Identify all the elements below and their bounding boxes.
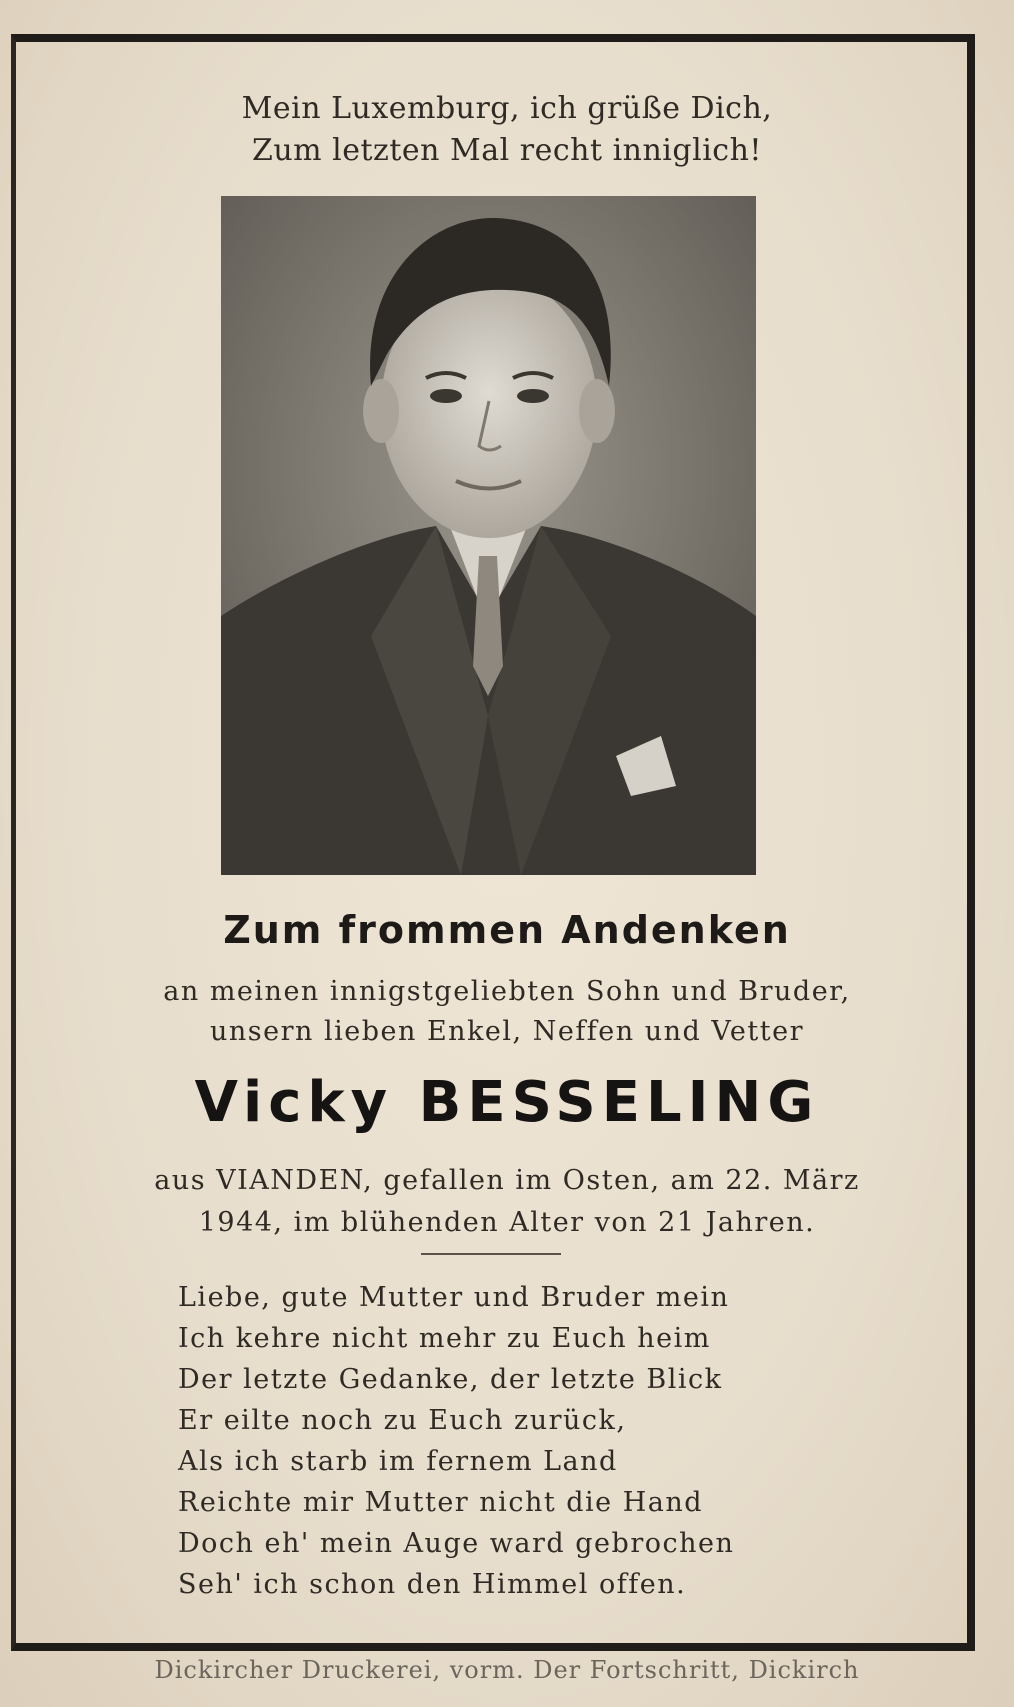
verse-line: Doch eh' mein Auge ward gebrochen (178, 1528, 735, 1559)
bottom-verse (178, 1277, 978, 1605)
death-details-line: 1944, im blühenden Alter von 21 Jahren. (198, 1207, 816, 1238)
divider-line (421, 1253, 561, 1255)
top-verse-line: Zum letzten Mal recht inniglich! (252, 133, 762, 168)
verse-line: Ich kehre nicht mehr zu Euch heim (178, 1323, 711, 1354)
portrait-photo (221, 196, 756, 875)
death-details (50, 1160, 964, 1244)
verse-line: Als ich starb im fernem Land (178, 1446, 618, 1477)
verse-line: Reichte mir Mutter nicht die Hand (178, 1487, 704, 1518)
verse-line: Er eilte noch zu Euch zurück, (178, 1405, 627, 1436)
printer-imprint: Dickircher Druckerei, vorm. Der Fortschritt, Dickirch (154, 1656, 860, 1684)
top-verse (0, 88, 1014, 172)
death-details-line: aus VIANDEN, gefallen im Osten, am 22. März (154, 1165, 860, 1196)
deceased-name: Vicky BESSELING (194, 1070, 820, 1135)
portrait-image (221, 196, 756, 875)
dedication-line: unsern lieben Enkel, Neffen und Vetter (210, 1016, 804, 1047)
verse-line: Seh' ich schon den Himmel offen. (178, 1569, 687, 1600)
memorial-heading: Zum frommen Andenken (223, 908, 791, 952)
dedication-line: an meinen innigstgeliebten Sohn und Bruder, (163, 976, 851, 1007)
verse-line: Liebe, gute Mutter und Bruder mein (178, 1282, 730, 1313)
verse-line: Der letzte Gedanke, der letzte Blick (178, 1364, 723, 1395)
dedication (60, 972, 954, 1052)
top-verse-line: Mein Luxemburg, ich grüße Dich, (241, 91, 773, 126)
